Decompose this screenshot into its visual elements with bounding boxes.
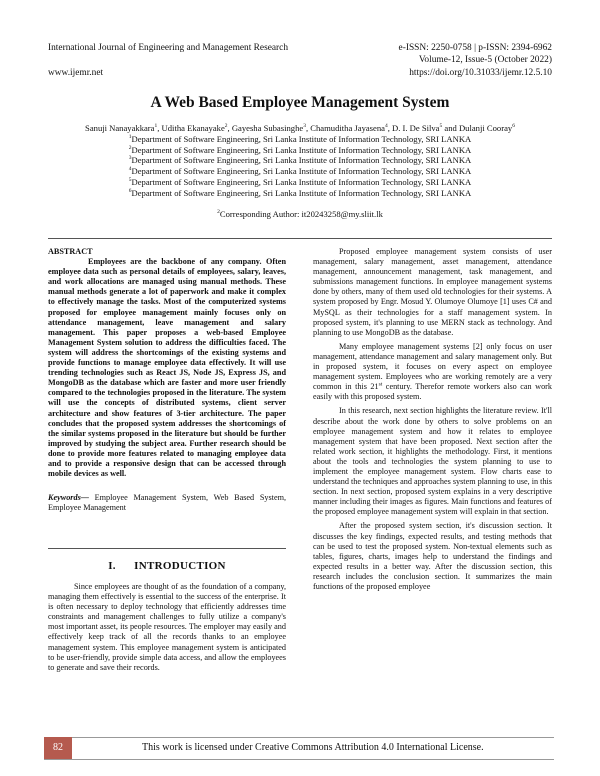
author-list: Sanuji Nanayakkara$^1$, Uditha Ekanayake$^2$, Gayesha Subasinghe$^3$, Chamuditha Jayasena$^4$, D. I. De Silva$^5$ and Dulanji Cooray$^6$ <box>85 123 515 133</box>
author-name: Uditha Ekanayake <box>161 123 225 133</box>
footer-bottom-divider <box>44 759 554 760</box>
volume-issue: Volume-12, Issue-5 (October 2022) <box>418 55 552 65</box>
website-link[interactable]: www.ijemr.net <box>48 68 104 78</box>
author-name: Chamuditha Jayasena <box>310 123 385 133</box>
affiliation: $^4$Department of Software Engineering, Sri Lanka Institute of Information Technology, SRI LANKA <box>128 166 472 177</box>
affiliation: $^3$Department of Software Engineering, Sri Lanka Institute of Information Technology, SRI LANKA <box>128 155 472 166</box>
author-name: Dulanji Cooray <box>458 123 513 133</box>
right-column <box>313 247 552 592</box>
paragraph: After the proposed system section, it's discussion section. It discusses the key findings, expected results, and testing methods that can be used to test the proposed system. Non-textual elements such as tables, figures, charts, images help to understand the findings and expected results in a better way. After the discussion section, this research includes the conclusion section. It summarizes the main functions of the proposed employee <box>313 521 552 591</box>
introduction-paragraph: Since employees are thought of as the foundation of a company, managing them effectively is essential to the success of the enterprise. It is often necessary to deploy technology that efficiently addresses time constraints and management challenges to fully utilize a company's most important asset, its people resources. The employer may easily and effectively keep track of all the records thanks to an employee management system. This employee management system is anticipated to be user-friendly, provide simple data access, and allow the employees to generate and save their records. <box>48 582 286 672</box>
affiliation: $^1$Department of Software Engineering, Sri Lanka Institute of Information Technology, SRI LANKA <box>128 133 472 144</box>
affiliation: $^6$Department of Software Engineering, Sri Lanka Institute of Information Technology, SRI LANKA <box>128 187 472 198</box>
paper-title: A Web Based Employee Management System <box>150 94 450 111</box>
license-notice: This work is licensed under Creative Commons Attribution 4.0 International License. <box>142 742 484 753</box>
author-name: D. I. De Silva <box>392 123 440 133</box>
journal-name: International Journal of Engineering and Management Research <box>48 43 289 53</box>
author-name: Gayesha Subasinghe <box>231 123 304 133</box>
author-name: Sanuji Nanayakkara <box>85 123 155 133</box>
issn: e-ISSN: 2250-0758 | p-ISSN: 2394-6962 <box>398 43 552 53</box>
section-heading-introduction: I. INTRODUCTION <box>108 560 226 572</box>
header-divider <box>48 238 552 239</box>
paragraph: Proposed employee management system consists of user management, salary management, asset management, attendance management, announcement management, task management, and submissions management functions. In employee management systems done by others, many of them used old technologies for their systems. A system proposed by Engr. Mosud Y. Olumoye Olumoye [1] uses C# and MySQL as their technologies for a staff management system. In proposed system, it's planning to use MERN stack as technology. And planning to use MongoDB as the database. <box>313 247 552 337</box>
abstract-text: Employees are the backbone of any company. Often employee data such as personal details of employees, salary, leaves, and work allocations are managed using manual methods. These manual methods generate a lot of paperwork and make it complex to effectively manage the tasks. Most of the computerized systems proposed for employee management mainly focuses only on attendance management, leave management and salary management. This paper proposes a web-based Employee Management System solution to address the difficulties faced. The system will address the shortcomings of the existing systems and provide functions to manage employee data effectively. It will use trending technologies such as React JS, Node JS, Express JS, and MongoDB as the database which are faster and more user friendly compared to the technologies proposed in the literature. The system will use the concepts of distributed systems, client server architecture and show features of 3-tier architecture. The paper concludes that the proposed system addresses the shortcomings of the similar systems proposed in the literature but should be further improved by studying the subject area. Further research should be done to provide more features related to managing employee data and to provide a responsive design that can be accessed through mobile devices as well. <box>48 257 286 479</box>
section-divider <box>48 548 286 549</box>
paragraph: Many employee management systems [2] only focus on user management, attendance management and salary management only. But in proposed system, it focuses on every aspect on employee management system. Employees who are working remotely are a very common in this 21st century. Therefor remote workers also can work easily with this proposed system. <box>313 341 552 402</box>
paragraph: In this research, next section highlights the literature review. It'll describe about the work done by others to solve problems on an employee management system and how it relates to employee management system that have been proposed. Next section after the related work section, it highlights the methodology. First, it mentions about the tools and technologies the system planning to use to implement the employee management system. Flow charts ease to understand the techniques and approaches system planning to use, in this section. In next section, proposed system explains in a very descriptive manner including their images as figures. Main functions and features of the proposed employee management system will explain in that section. <box>313 406 552 517</box>
doi-link[interactable]: https://doi.org/10.31033/ijemr.12.5.10 <box>409 68 552 78</box>
abstract-heading: ABSTRACT <box>48 247 93 256</box>
corresponding-author: $^2$Corresponding Author: it20243258@my.sliit.lk <box>217 208 383 219</box>
page-number: 82 <box>44 737 72 759</box>
abstract-section <box>48 247 286 513</box>
author-block <box>40 123 560 219</box>
affiliation: $^2$Department of Software Engineering, Sri Lanka Institute of Information Technology, SRI LANKA <box>128 144 472 155</box>
affiliation: $^5$Department of Software Engineering, Sri Lanka Institute of Information Technology, SRI LANKA <box>128 176 472 187</box>
keywords: Keywords— Employee Management System, Web Based System, Employee Management <box>48 493 286 513</box>
footer-divider <box>44 737 554 738</box>
